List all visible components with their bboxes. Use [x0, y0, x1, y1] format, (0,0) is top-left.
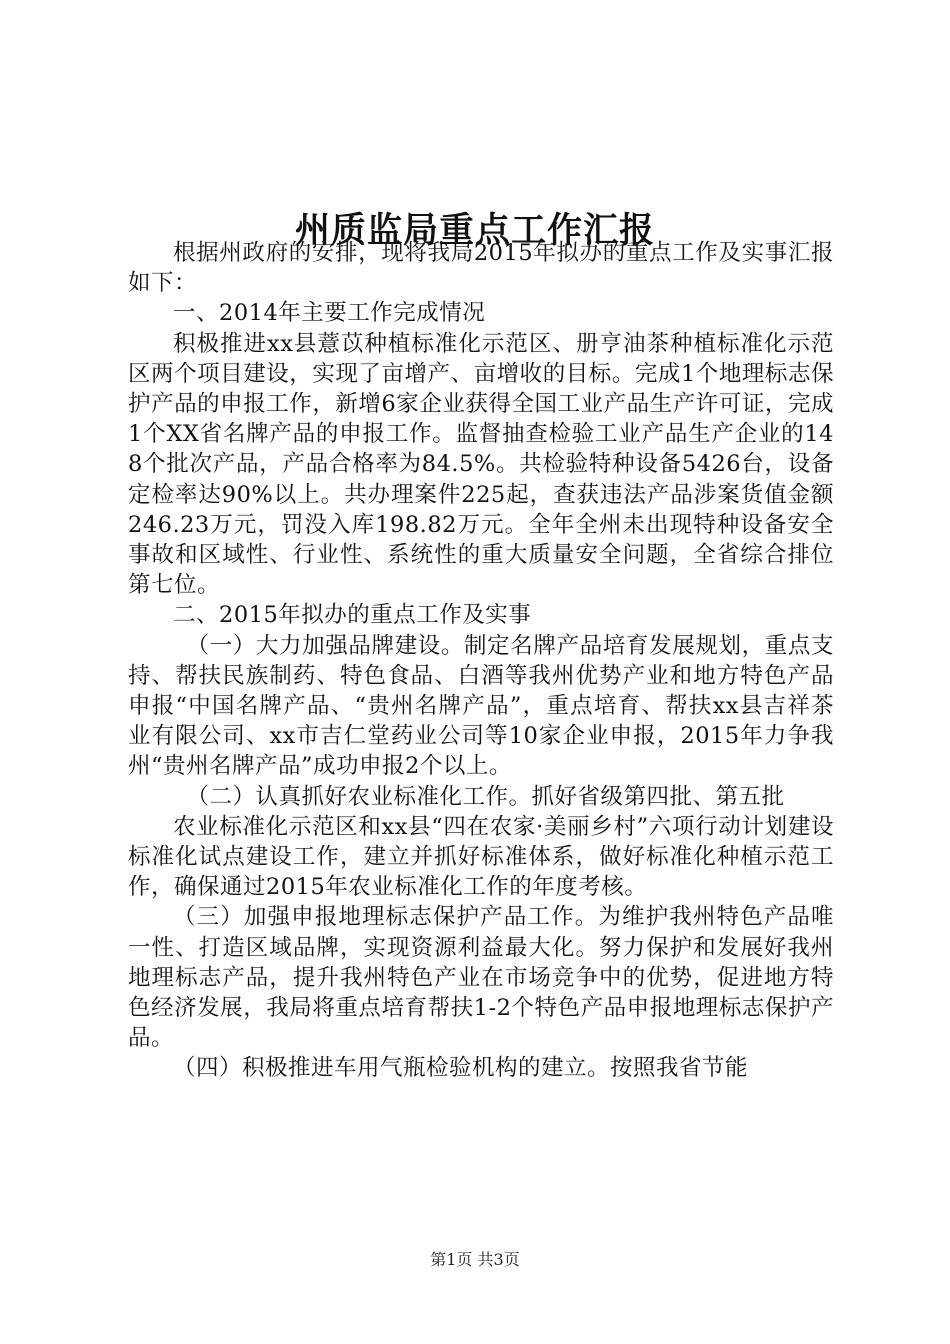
paragraph-intro: 根据州政府的安排，现将我局2015年拟办的重点工作及实事汇报如下：: [128, 240, 834, 297]
paragraph-2014-summary: 积极推进xx县薏苡种植标准化示范区、册亨油茶种植标准化示范区两个项目建设，实现了亩增产、亩增收的目标。完成1个地理标志保护产品的申报工作，新增6家企业获得全国工业产品生产许可证，完成1个XX省名牌产品的申报工作。监督抽查检验工业产品生产企业的148个批次产品，产品合格率为84.5%。共检验特种设备5426台，设备定检率达90%以上。共办理案件225起，查获违法产品涉案货值金额246.23万元，罚没入库198.82万元。全年全州未出现特种设备安全事故和区域性、行业性、系统性的重大质量安全问题，全省综合排位第七位。: [128, 330, 834, 599]
document-title: 州质监局重点工作汇报: [294, 210, 655, 252]
paragraph-item-2: （二）认真抓好农业标准化工作。抓好省级第四批、第五批: [186, 783, 785, 810]
page-number: 第1页 共3页: [430, 1250, 520, 1269]
section-heading-1: 一、2014年主要工作完成情况: [173, 300, 486, 327]
document-body: [128, 238, 834, 1084]
paragraph-item-1: （一）大力加强品牌建设。制定名牌产品培育发展规划，重点支持、帮扶民族制药、特色食品、白酒等我州优势产业和地方特色产品申报“中国名牌产品、“贵州名牌产品”，重点培育、帮扶xx县吉祥茶业有限公司、xx市吉仁堂药业公司等10家企业申报，2015年力争我州“贵州名牌产品”成功申报2个以上。: [128, 632, 834, 780]
section-heading-2: 二、2015年拟办的重点工作及实事: [173, 602, 532, 629]
paragraph-item-2-continued: 农业标准化示范区和xx县“四在农家·美丽乡村”六项行动计划建设标准化试点建设工作，建立并抓好标准体系，做好标准化种植示范工作，确保通过2015年农业标准化工作的年度考核。: [128, 813, 834, 901]
paragraph-item-4: （四）积极推进车用气瓶检验机构的建立。按照我省节能: [173, 1055, 749, 1082]
paragraph-item-3: （三）加强申报地理标志保护产品工作。为维护我州特色产品唯一性、打造区域品牌，实现资源利益最大化。努力保护和发展好我州地理标志产品，提升我州特色产业在市场竞争中的优势，促进地方特色经济发展，我局将重点培育帮扶1-2个特色产品申报地理标志保护产品。: [128, 904, 834, 1052]
